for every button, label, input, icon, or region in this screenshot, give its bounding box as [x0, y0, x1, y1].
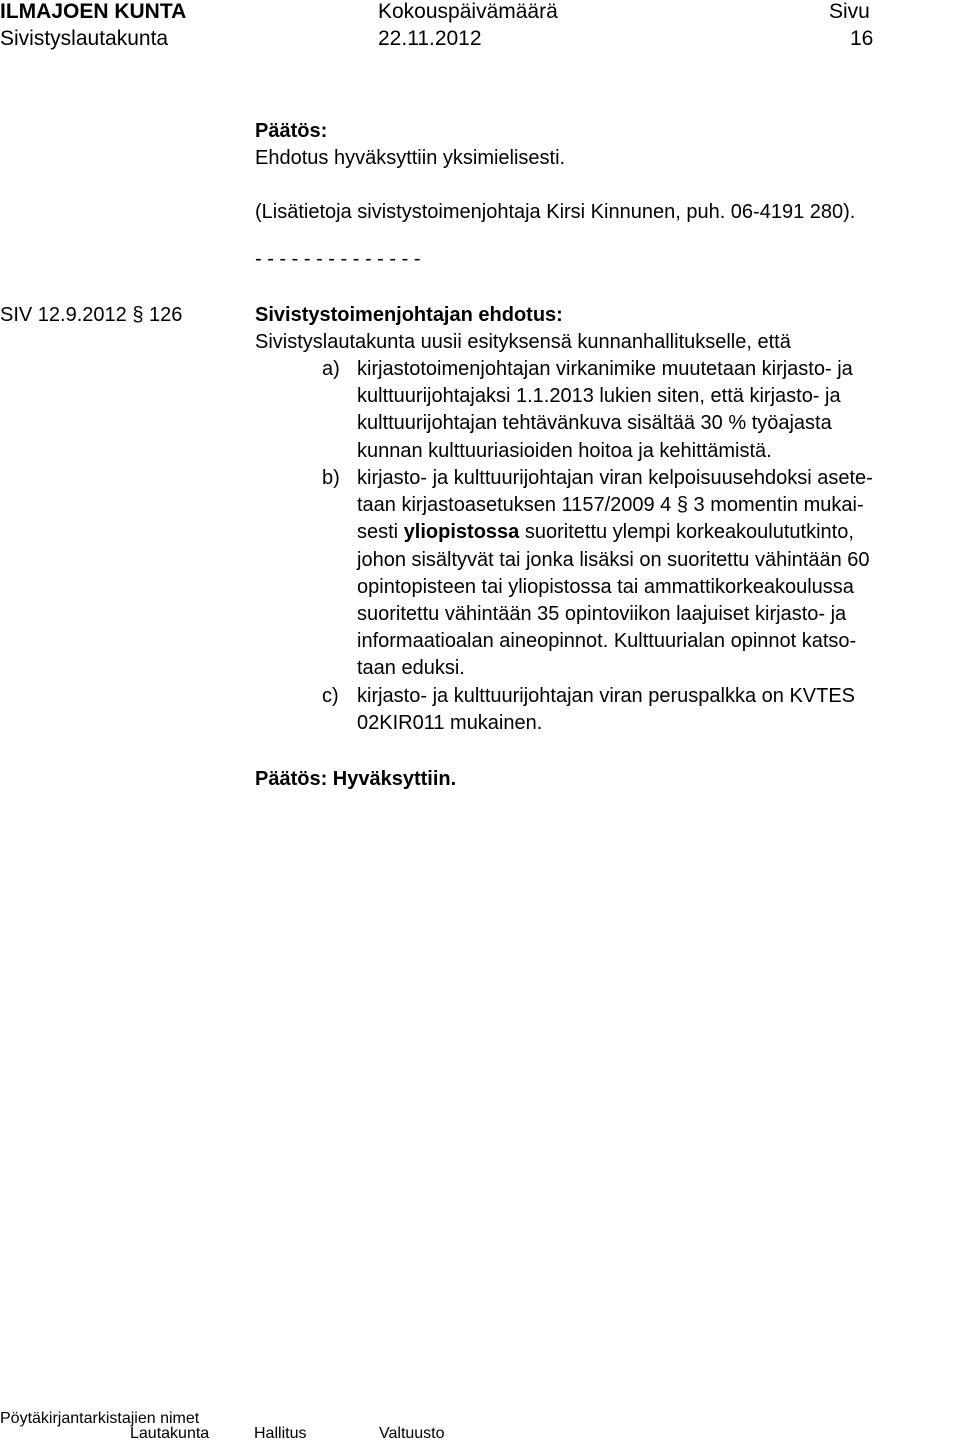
meeting-date: 22.11.2012 — [378, 27, 482, 50]
final-decision: Päätös: Hyväksyttiin. — [255, 768, 457, 790]
item-a-line: kulttuurijohtajaksi 1.1.2013 lukien siten, että kirjasto- ja — [357, 385, 841, 408]
item-b-text-part: suoritettu ylempi korkeakoulututkinto, — [524, 521, 854, 544]
meeting-date-label: Kokouspäivämäärä — [378, 0, 558, 23]
section-sign-symbol: § — [132, 304, 144, 326]
organization-name: ILMAJOEN KUNTA — [0, 0, 187, 23]
separator-line: - - - - - - - - - - - - - - — [255, 248, 421, 270]
page-number: 16 — [850, 27, 874, 50]
emphasized-term: yliopistossa — [403, 521, 520, 544]
footer-title: Pöytäkirjantarkistajien nimet — [0, 1410, 200, 1427]
section-sign-symbol: § — [676, 494, 688, 517]
section-number: 126 — [149, 304, 183, 326]
committee-name: Sivistyslautakunta — [0, 27, 169, 50]
item-b-text — [357, 465, 873, 683]
item-b-line: opintopisteen tai yliopistossa tai ammattikorkeakoulussa — [357, 575, 854, 598]
item-a-text — [357, 356, 853, 465]
item-b-text-part: taan kirjastoasetuksen 1157/2009 4 — [357, 494, 672, 517]
section-reference — [0, 302, 182, 329]
item-c-line: kirjasto- ja kulttuurijohtajan viran peruspalkka on KVTES — [357, 685, 856, 707]
item-b-line: johon sisältyvät tai jonka lisäksi on suoritettu vähintään 60 — [357, 548, 870, 571]
item-a-line: kirjastotoimenjohtajan virkanimike muutetaan kirjasto- ja — [357, 358, 853, 380]
item-b-marker: b) — [322, 467, 340, 489]
item-c-line: 02KIR011 mukainen. — [357, 712, 543, 735]
item-b-text-part: 3 momentin mukai- — [693, 494, 864, 517]
reference-code: SIV 12.9.2012 — [0, 304, 127, 326]
item-b-line: suoritettu vähintään 35 opintoviikon laajuiset kirjasto- ja — [357, 602, 847, 625]
item-c-marker: c) — [322, 685, 339, 707]
item-a-line: kulttuurijohtajan tehtävänkuva sisältää 30 % työajasta — [357, 412, 832, 435]
decision-text: Ehdotus hyväksyttiin yksimielisesti. — [255, 147, 566, 169]
page-label: Sivu — [829, 0, 870, 23]
decision-heading: Päätös: — [255, 120, 328, 142]
item-b-text-part: sesti — [357, 521, 399, 544]
item-b-line: taan eduksi. — [357, 657, 465, 680]
proposal-heading: Sivistystoimenjohtajan ehdotus: — [255, 304, 563, 326]
item-b-line: kirjasto- ja kulttuurijohtajan viran kelpoisuusehdoksi asete- — [357, 467, 873, 489]
item-b-line — [357, 519, 873, 546]
item-b-line — [357, 492, 873, 519]
item-b-line: informaatioalan aineopinnot. Kulttuurialan opinnot katso- — [357, 630, 857, 653]
info-note: (Lisätietoja sivistystoimenjohtaja Kirsi Kinnunen, puh. 06-4191 280). — [255, 201, 856, 223]
footer-label-valtuusto: Valtuusto — [379, 1425, 445, 1442]
item-c-text — [357, 683, 855, 737]
item-a-marker: a) — [322, 358, 340, 380]
proposal-intro: Sivistyslautakunta uusii esityksensä kunnanhallitukselle, että — [255, 331, 791, 353]
item-a-line: kunnan kulttuuriasioiden hoitoa ja kehittämistä. — [357, 439, 772, 462]
footer-label-lautakunta: Lautakunta — [130, 1425, 210, 1442]
footer-label-hallitus: Hallitus — [254, 1425, 307, 1442]
